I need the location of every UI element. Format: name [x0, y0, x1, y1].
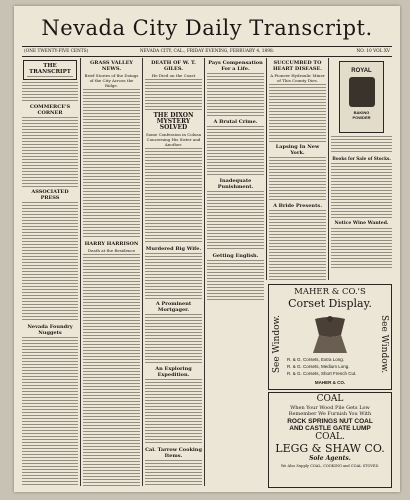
col5-text-b — [269, 157, 326, 201]
coal-top: COAL — [316, 394, 344, 404]
col2-mid-sub: Death at the Residence — [87, 248, 136, 253]
coal-line3: ROCK SPRINGS NUT COAL — [287, 418, 373, 425]
col1-text-b — [22, 117, 78, 187]
column-5 — [269, 58, 326, 280]
col1-text-d — [22, 337, 78, 486]
dateline-right: NO. 10 VOL XV — [356, 49, 390, 54]
column-1 — [22, 58, 78, 486]
col3-text-a — [145, 79, 202, 111]
col4-text-a — [207, 73, 264, 117]
col6-text-b — [331, 163, 392, 219]
col4-h3: Inadequate Punishment. — [217, 178, 254, 190]
col6-wanted-heading: Notice Wine Wanted. — [334, 221, 389, 226]
col6-text-c — [331, 228, 392, 268]
col1-text-c — [22, 202, 78, 322]
coal-agents: Sole Agents. — [309, 455, 351, 462]
column-rule — [328, 58, 329, 280]
corset-side-left: See Window. — [272, 315, 282, 374]
corset-line2: R. & G. Corsets, Medium Long. — [287, 364, 350, 369]
col4-h2: A Brutal Crime. — [213, 119, 258, 125]
col6-note-heading: Books for Sale of Stocks. — [332, 156, 391, 161]
column-rule — [204, 58, 205, 486]
col1-heading: THE TRANSCRIPT — [29, 63, 71, 75]
col1-lower-heading: Nevada Foundry Nuggets — [27, 324, 73, 336]
coal-firm: LEGG & SHAW CO. — [275, 442, 385, 455]
col3-h6: Cal. Tarrow Cooking Items. — [145, 447, 202, 459]
column-6 — [331, 58, 392, 280]
column-rule — [142, 58, 143, 486]
column-2 — [83, 58, 140, 486]
col2-text-b — [83, 254, 140, 486]
col5-h2: Lapsing In New York. — [275, 144, 320, 156]
col3-h4: A Prominent Mortgager. — [155, 301, 192, 313]
column-rule — [80, 58, 81, 486]
col2-mid-heading: HARRY HARRISON — [84, 241, 139, 247]
col5-heading: SUCCUMBED TO HEART DISEASE. — [272, 60, 323, 72]
col1-notes-heading: COMMERCE'S CORNER — [29, 104, 71, 116]
col6-text-a — [331, 136, 392, 154]
col2-sub: Brief Stories of the Doings of the City Across the Ridge. — [84, 73, 139, 88]
corset-ad — [268, 284, 392, 390]
dateline — [22, 46, 392, 57]
royal-brand: ROYAL — [351, 68, 372, 74]
col3-mid-sub: Some Confession in Colusa Concerning His Sister and Another. — [145, 132, 201, 147]
col3-heading: DEATH OF W. T. GILES. — [151, 60, 196, 72]
col3-mid-heading: THE DIXON MYSTERY SOLVED — [153, 112, 194, 131]
col4-h4: Getting English. — [212, 253, 259, 259]
coal-line4: AND CASTLE GATE LUMP — [289, 425, 371, 432]
col3-text-b — [145, 148, 202, 244]
col3-text-c — [145, 253, 202, 299]
corset-signoff: MAHER & CO. — [314, 380, 346, 385]
royal-line3: POWDER — [352, 115, 371, 120]
col4-heading: Pays Compensation For a Life. — [208, 60, 263, 72]
masthead-title: Nevada City Daily Transcript. — [41, 16, 373, 40]
col3-text-d — [145, 314, 202, 364]
baking-can-icon — [349, 77, 375, 107]
corset-line1: R. & G. Corsets, Extra Long. — [287, 357, 345, 362]
column-3 — [145, 58, 202, 486]
corset-title: MAHER & CO.'S — [294, 287, 366, 297]
coal-line1: When Your Wood Pile Gets Low — [290, 405, 370, 411]
col4-text-b — [207, 126, 264, 176]
col3-text-e — [145, 379, 202, 445]
dateline-left: (ONE TWENTY-FIVE CENTS) — [24, 49, 89, 54]
dateline-center: NEVADA CITY, CAL., FRIDAY EVENING, FEBRUARY 4, 1898. — [139, 49, 275, 54]
corset-side-right: See Window. — [379, 315, 389, 374]
corset-subtitle: Corset Display. — [288, 297, 372, 310]
coal-foot: We Also Supply COAL, COOKING and COAL STOVES. — [280, 464, 380, 468]
col4-text-c — [207, 191, 264, 251]
royal-line2: BAKING — [353, 110, 370, 115]
col3-h3: Murdered Big Wife. — [145, 246, 202, 252]
col5-sub: A Pioneer Hydraulic Miner of This County Dies. — [270, 73, 325, 83]
royal-baking-ad — [339, 61, 384, 133]
col2-text-a — [83, 89, 140, 239]
col4-text-d — [207, 260, 264, 300]
col1-mid-heading: ASSOCIATED PRESS — [31, 189, 69, 201]
col3-h5: An Exploring Expedition. — [155, 366, 192, 378]
columns — [22, 58, 392, 486]
coal-line2: Remember We Furnish You With — [288, 411, 372, 417]
column-rule — [266, 58, 267, 280]
col5-text-c — [269, 210, 326, 280]
col3-text-f — [145, 460, 202, 486]
col5-text-a — [269, 84, 326, 142]
corset-line3: R. & G. Corsets, Short French Cut. — [287, 371, 357, 376]
col5-h3: A Bride Presents. — [273, 203, 322, 209]
coal-line5: COAL. — [315, 432, 345, 442]
col3-sub: He Died on the Coast — [151, 73, 196, 78]
corset-figure-icon — [305, 315, 355, 355]
col2-heading: GRASS VALLEY NEWS. — [90, 60, 133, 72]
coal-ad — [268, 392, 392, 488]
newspaper-page — [14, 6, 400, 492]
transcript-box — [23, 60, 77, 80]
column-4 — [207, 58, 264, 486]
col1-text-a — [22, 82, 78, 102]
